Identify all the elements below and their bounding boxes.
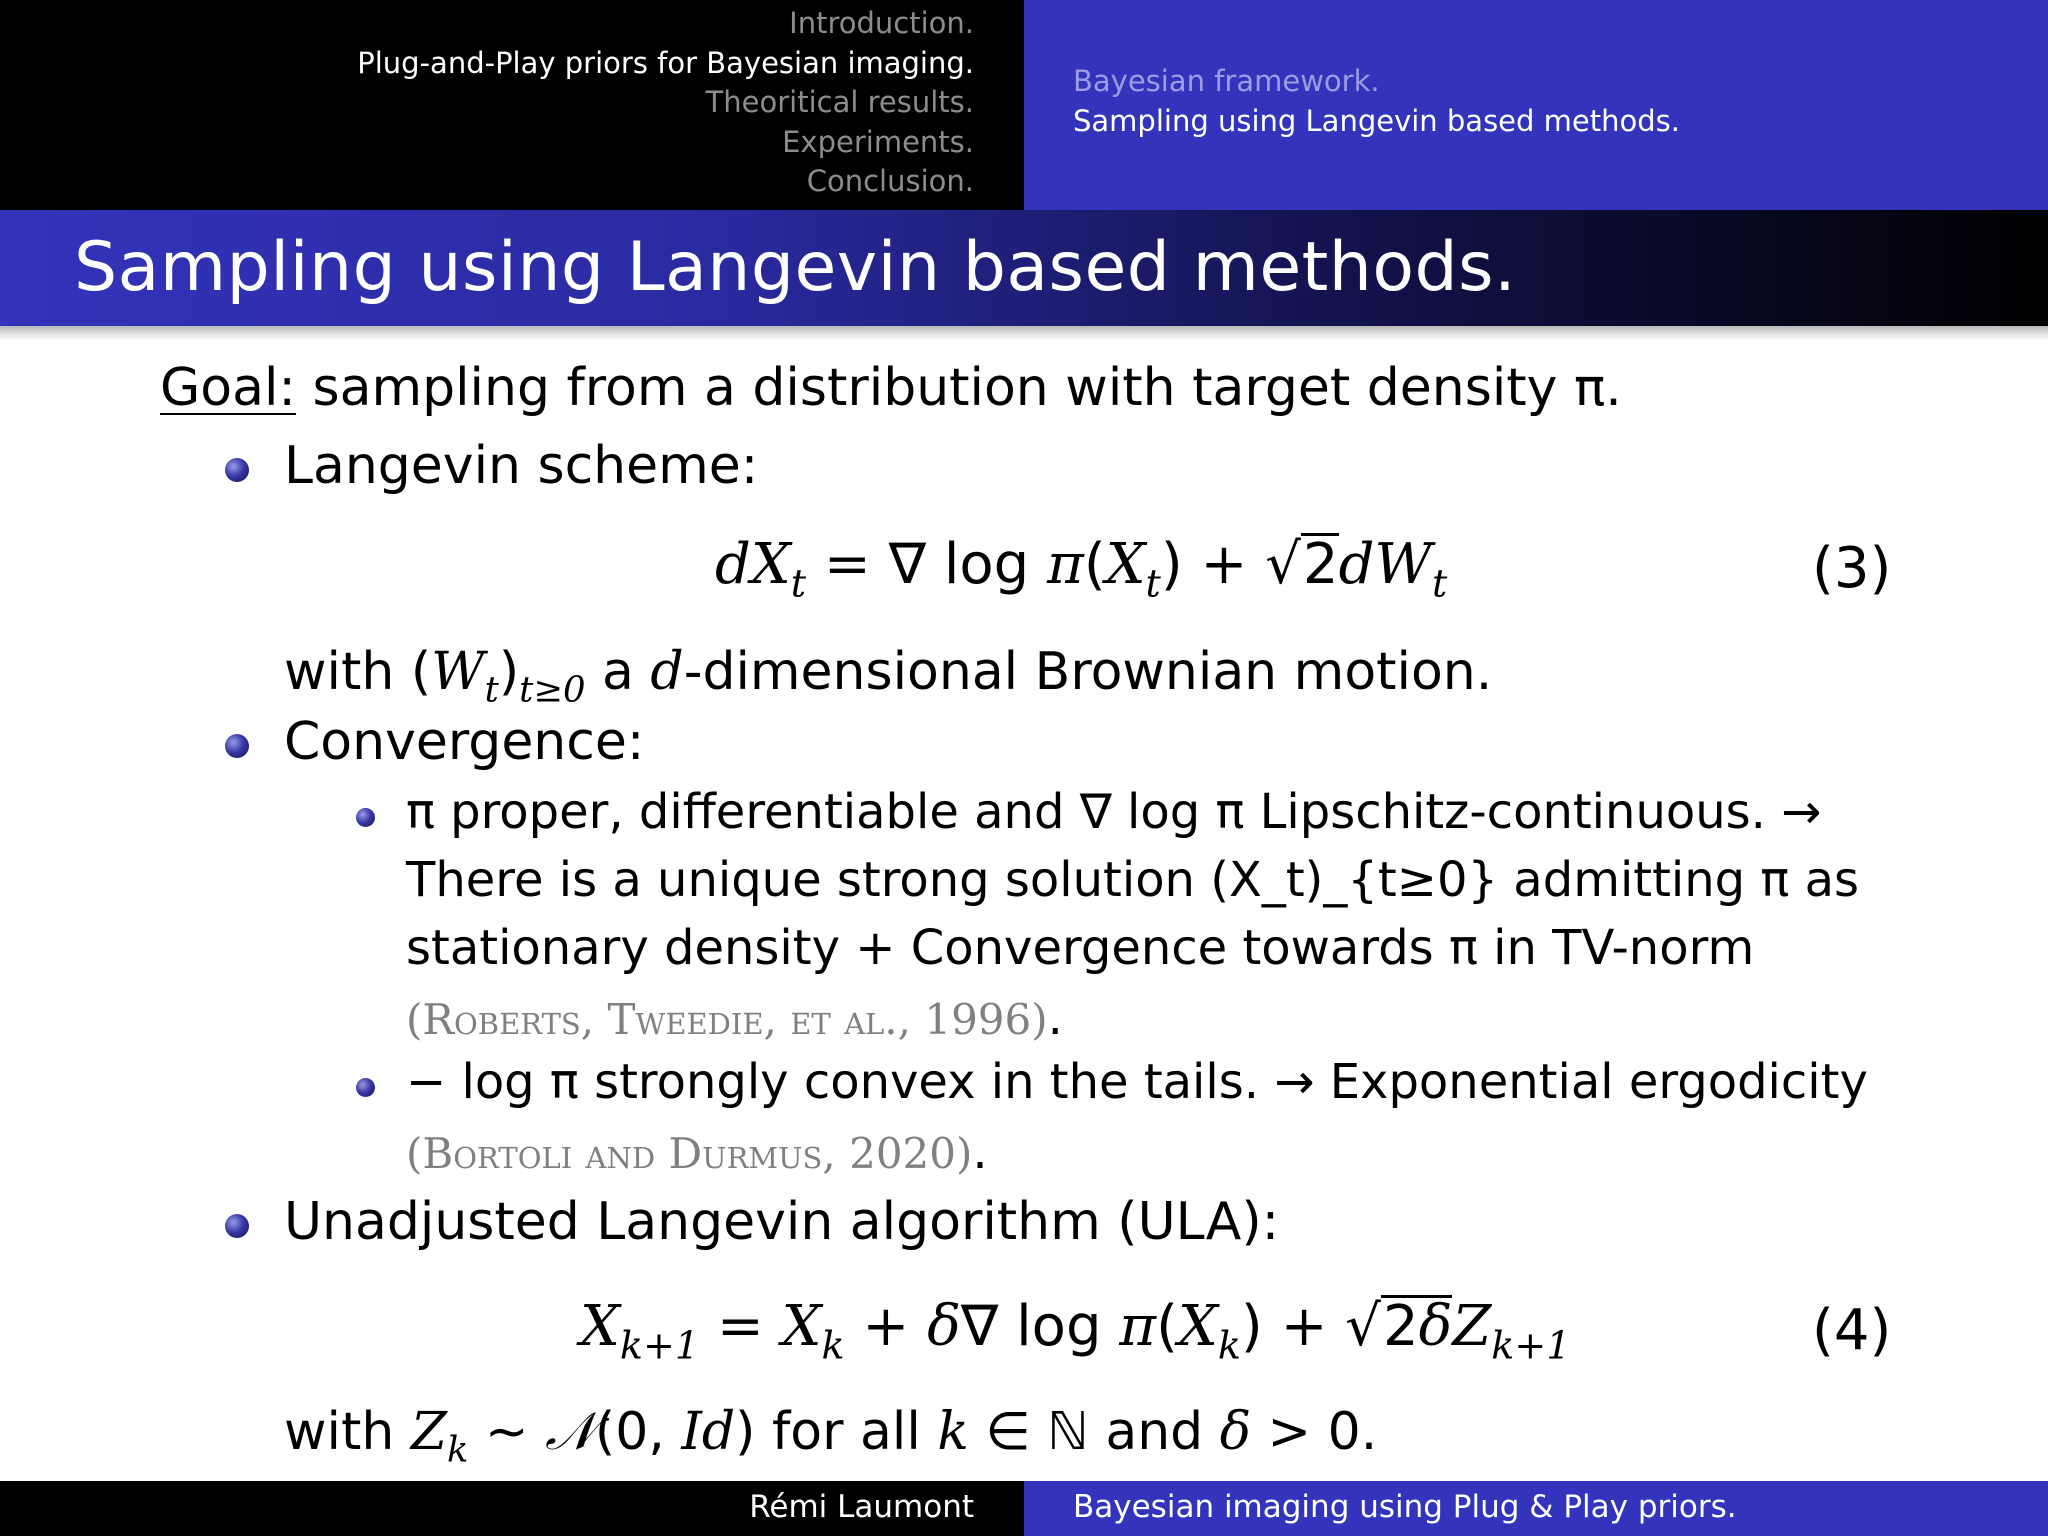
goal-line bbox=[160, 358, 1622, 418]
convergence-label: Convergence: bbox=[284, 712, 645, 772]
sub-bullet-icon bbox=[356, 808, 375, 827]
brownian-motion-note: with $(W_t)_{t\ge 0}$ a d-dimensional Brownian motion. bbox=[284, 642, 1493, 711]
nav-section-experiments[interactable]: Experiments. bbox=[782, 124, 974, 159]
langevin-scheme-label: Langevin scheme: bbox=[284, 436, 759, 496]
footer-author: Rémi Laumont bbox=[749, 1489, 974, 1525]
sub-bullet-icon bbox=[356, 1078, 375, 1097]
footer-talk-title: Bayesian imaging using Plug & Play priors. bbox=[1073, 1489, 1737, 1525]
nav-section-conclusion[interactable]: Conclusion. bbox=[806, 164, 974, 198]
header-subsection-panel bbox=[1024, 0, 2048, 210]
citation-bortoli-durmus[interactable]: (Bortoli and Durmus, 2020). bbox=[406, 1124, 988, 1180]
nav-section-pnp-priors[interactable]: Plug-and-Play priors for Bayesian imaging. bbox=[357, 45, 974, 80]
convergence-item-1-line-1: π proper, differentiable and ∇ log π Lipschitz-continuous. → bbox=[406, 784, 1822, 840]
bullet-icon bbox=[225, 1214, 249, 1238]
header-section-panel bbox=[0, 0, 1024, 210]
goal-label: Goal: bbox=[160, 358, 296, 418]
section-navigation bbox=[357, 4, 974, 202]
bullet-icon bbox=[225, 458, 249, 482]
footer-author-panel bbox=[0, 1481, 1024, 1536]
convergence-item-2-line-1: − log π strongly convex in the tails. → Exponential ergodicity bbox=[406, 1054, 1868, 1110]
convergence-item-1-line-2: There is a unique strong solution (X_t)_{t≥0} admitting π as bbox=[406, 852, 1859, 908]
equation-3: $dX_t$ = ∇ $\log \pi(X_t) + √2dW_t$ bbox=[715, 532, 1448, 606]
frame-title: Sampling using Langevin based methods. bbox=[74, 228, 1517, 307]
subsection-navigation bbox=[1073, 62, 1680, 141]
nav-subsection-langevin-sampling[interactable]: Sampling using Langevin based methods. bbox=[1073, 103, 1680, 138]
equation-3-number: (3) bbox=[1812, 536, 1892, 601]
nav-subsection-bayesian-framework[interactable]: Bayesian framework. bbox=[1073, 64, 1380, 98]
ula-note: with $Z_k$ ∼ 𝒩(0, Id) for all k ∈ ℕ and δ > 0. bbox=[284, 1402, 1378, 1471]
nav-section-theoretical-results[interactable]: Theoritical results. bbox=[705, 85, 974, 119]
title-shadow bbox=[0, 326, 2048, 340]
frame-title-bar bbox=[0, 210, 2048, 326]
citation-roberts-tweedie[interactable]: (Roberts, Tweedie, et al., 1996). bbox=[406, 990, 1063, 1046]
nav-section-introduction[interactable]: Introduction. bbox=[789, 6, 974, 40]
footer-title-panel bbox=[1024, 1481, 2048, 1536]
bullet-icon bbox=[225, 734, 249, 758]
equation-4: $X_{k+1} = X_k + \delta\nabla$ $\log \pi(X_k) + √2\delta Z_{k+1}$ bbox=[580, 1294, 1571, 1368]
equation-4-number: (4) bbox=[1812, 1298, 1892, 1363]
goal-text: sampling from a distribution with target density π. bbox=[295, 358, 1622, 418]
convergence-item-1-line-3: stationary density + Convergence towards π in TV-norm bbox=[406, 920, 1755, 976]
ula-label: Unadjusted Langevin algorithm (ULA): bbox=[284, 1192, 1280, 1252]
